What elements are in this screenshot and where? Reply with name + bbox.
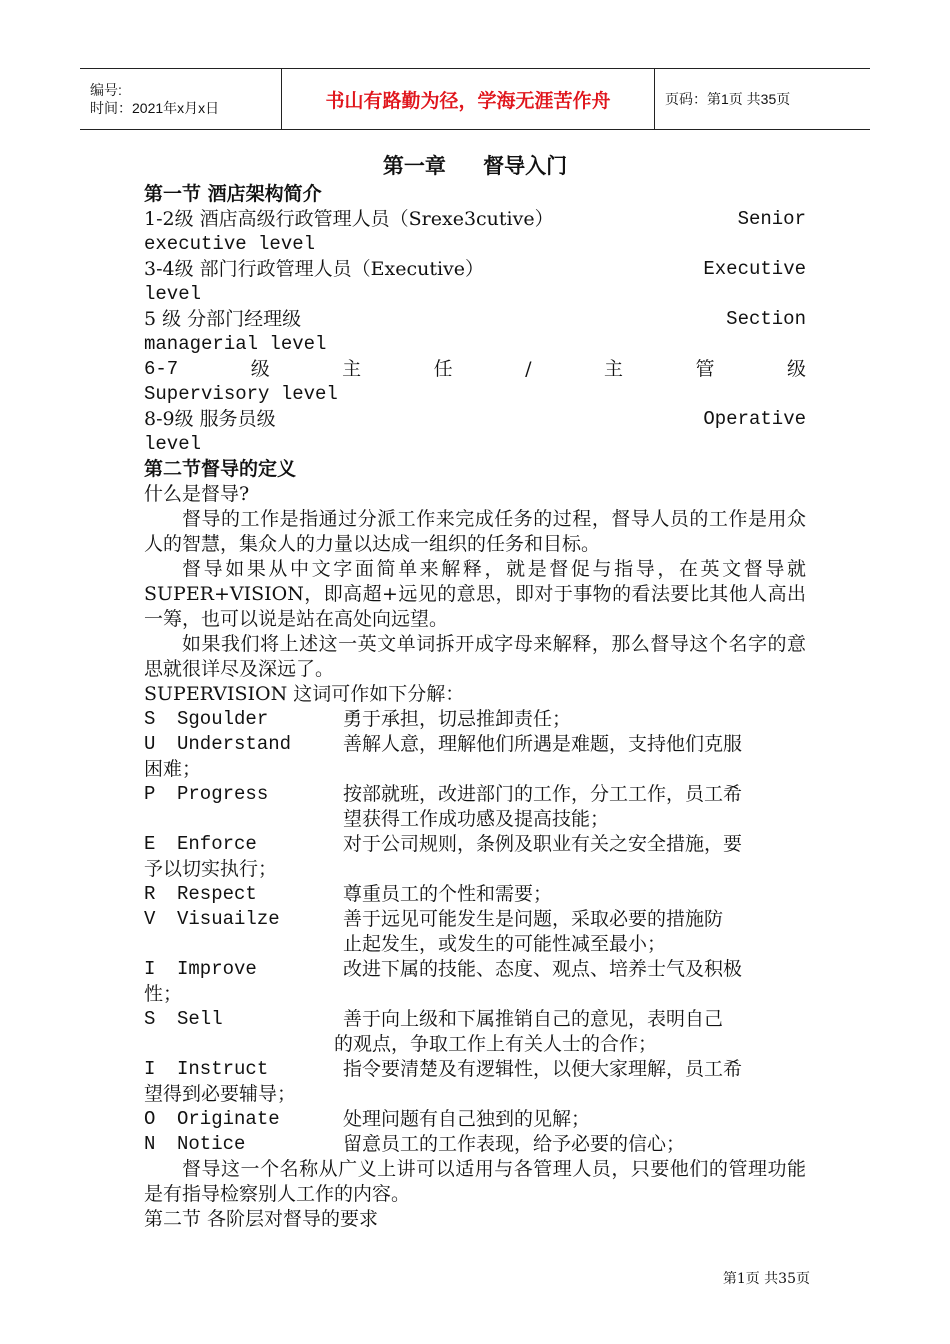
- header-time-label: 时间：2021年x月x日: [90, 100, 220, 116]
- word: Visuailze: [177, 908, 280, 930]
- section-title: 第二节 各阶层对督导的要求: [144, 1208, 379, 1230]
- paragraph: 如果我们将上述这一英文单词拆开成字母来解释，那么督导这个名字的意思就很详尽及深远了。: [144, 633, 806, 680]
- word: Progress: [177, 783, 269, 805]
- letter: I: [144, 958, 156, 980]
- header-number-label: 编号:: [90, 82, 122, 98]
- description: 善于远见可能发生是问题，采取必要的措施防: [343, 908, 724, 930]
- description: 勇于承担，切忌推卸责任；: [343, 708, 572, 730]
- word: Sgoulder: [177, 708, 269, 730]
- level-spread: 级: [250, 358, 270, 380]
- description: 善解人意，理解他们所遇是难题，支持他们克服: [343, 733, 743, 755]
- letter: I: [144, 1058, 156, 1080]
- description-cont: 困难；: [144, 758, 202, 780]
- level-left: 5 级 分部门经理级: [144, 308, 302, 330]
- question: 什么是督导?: [144, 483, 250, 505]
- level-spread: 主: [604, 358, 624, 380]
- paragraph: 督导的工作是指通过分派工作来完成任务的过程，督导人员的工作是用众人的智慧，集众人的力量以达成一组织的任务和目标。: [144, 508, 806, 555]
- level-cont: executive level: [144, 233, 316, 255]
- letter-item: [144, 907, 806, 957]
- page-header: [80, 68, 870, 130]
- level-spread: 主: [342, 358, 362, 380]
- level-right: Section: [726, 308, 806, 330]
- letter-item: [144, 1057, 806, 1107]
- word: Improve: [177, 958, 257, 980]
- header-page-info: [655, 69, 870, 129]
- letter: E: [144, 833, 156, 855]
- chapter-title: 第一章 督导入门: [382, 154, 568, 178]
- description: 留意员工的工作表现，给予必要的信心；: [343, 1133, 686, 1155]
- letter: N: [144, 1133, 156, 1155]
- letter-item: [144, 1132, 806, 1157]
- level-item: [144, 407, 806, 457]
- description-cont: 性；: [144, 983, 183, 1005]
- letter: S: [144, 708, 156, 730]
- word: Understand: [177, 733, 292, 755]
- letter: S: [144, 1008, 156, 1030]
- level-right: Executive: [703, 258, 806, 280]
- letter-item: [144, 1007, 806, 1057]
- word: Notice: [177, 1133, 246, 1155]
- level-spread: 任: [433, 358, 453, 380]
- level-cont: Supervisory level: [144, 383, 338, 405]
- level-right: Senior: [737, 208, 806, 230]
- level-left: 1-2级 酒店高级行政管理人员（Srexe3cutive）: [144, 208, 554, 230]
- letter-item: [144, 832, 806, 882]
- level-spread: 管: [695, 358, 715, 380]
- level-item: [144, 357, 806, 407]
- level-cont: level: [144, 283, 202, 305]
- level-spread: 级: [786, 358, 806, 380]
- description-cont: 予以切实执行；: [144, 858, 278, 880]
- word: Enforce: [177, 833, 257, 855]
- level-left: 6-7: [144, 358, 179, 380]
- level-item: [144, 257, 806, 307]
- description: 对于公司规则，条例及职业有关之安全措施，要: [343, 833, 743, 855]
- letter: P: [144, 783, 156, 805]
- level-left: 3-4级 部门行政管理人员（Executive）: [144, 258, 485, 280]
- level-item: [144, 307, 806, 357]
- section-title: 第二节督导的定义: [144, 458, 297, 480]
- description-cont: 止起发生，或发生的可能性减至最小；: [343, 933, 667, 955]
- letter-item: [144, 882, 806, 907]
- word: Originate: [177, 1108, 280, 1130]
- page-footer: 第1页 共35页: [722, 1271, 810, 1287]
- description: 处理问题有自己独到的见解；: [343, 1108, 591, 1130]
- section-title: 第一节 酒店架构简介: [144, 183, 322, 205]
- level-item: [144, 207, 806, 257]
- level-cont: level: [144, 433, 202, 455]
- letter-item: [144, 732, 806, 782]
- word: Respect: [177, 883, 257, 905]
- header-page-info-text: 页码：第1页 共35页: [665, 91, 791, 107]
- description: 尊重员工的个性和需要；: [343, 883, 553, 905]
- letter: U: [144, 733, 156, 755]
- description-cont: 望获得工作成功感及提高技能；: [343, 808, 610, 830]
- letter-item: [144, 1107, 806, 1132]
- letter-item: [144, 957, 806, 1007]
- description: 善于向上级和下属推销自己的意见，表明自己: [343, 1008, 724, 1030]
- letter: V: [144, 908, 156, 930]
- description-cont: 的观点，争取工作上有关人士的合作；: [334, 1033, 658, 1055]
- paragraph: 督导这一个名称从广义上讲可以适用与各管理人员，只要他们的管理功能是有指导检察别人工作的内容。: [144, 1158, 806, 1205]
- word: Sell: [177, 1008, 223, 1030]
- letter-item: [144, 707, 806, 732]
- level-left: 8-9级 服务员级: [144, 408, 276, 430]
- description: 改进下属的技能、态度、观点、培养士气及积极: [343, 958, 743, 980]
- word: Instruct: [177, 1058, 269, 1080]
- header-meta: [80, 69, 282, 129]
- header-motto-text: 书山有路勤为径，学海无涯苦作舟: [325, 89, 611, 112]
- level-cont: managerial level: [144, 333, 327, 355]
- paragraph: 督导如果从中文字面简单来解释，就是督促与指导，在英文督导就SUPER+VISION，即高超+远见的意思，即对于事物的看法要比其他人高出一筹，也可以说是站在高处向远望。: [144, 558, 806, 630]
- header-motto: [282, 69, 655, 129]
- intro-line: SUPERVISION 这词可作如下分解：: [144, 683, 465, 705]
- letter: R: [144, 883, 156, 905]
- level-spread: /: [525, 358, 532, 380]
- description-cont: 望得到必要辅导；: [144, 1083, 297, 1105]
- description: 指令要清楚及有逻辑性，以便大家理解，员工希: [343, 1058, 743, 1080]
- letter-item: [144, 782, 806, 832]
- description: 按部就班，改进部门的工作，分工工作，员工希: [343, 783, 743, 805]
- level-right: Operative: [703, 408, 806, 430]
- letter: O: [144, 1108, 156, 1130]
- document-body: [144, 150, 806, 1232]
